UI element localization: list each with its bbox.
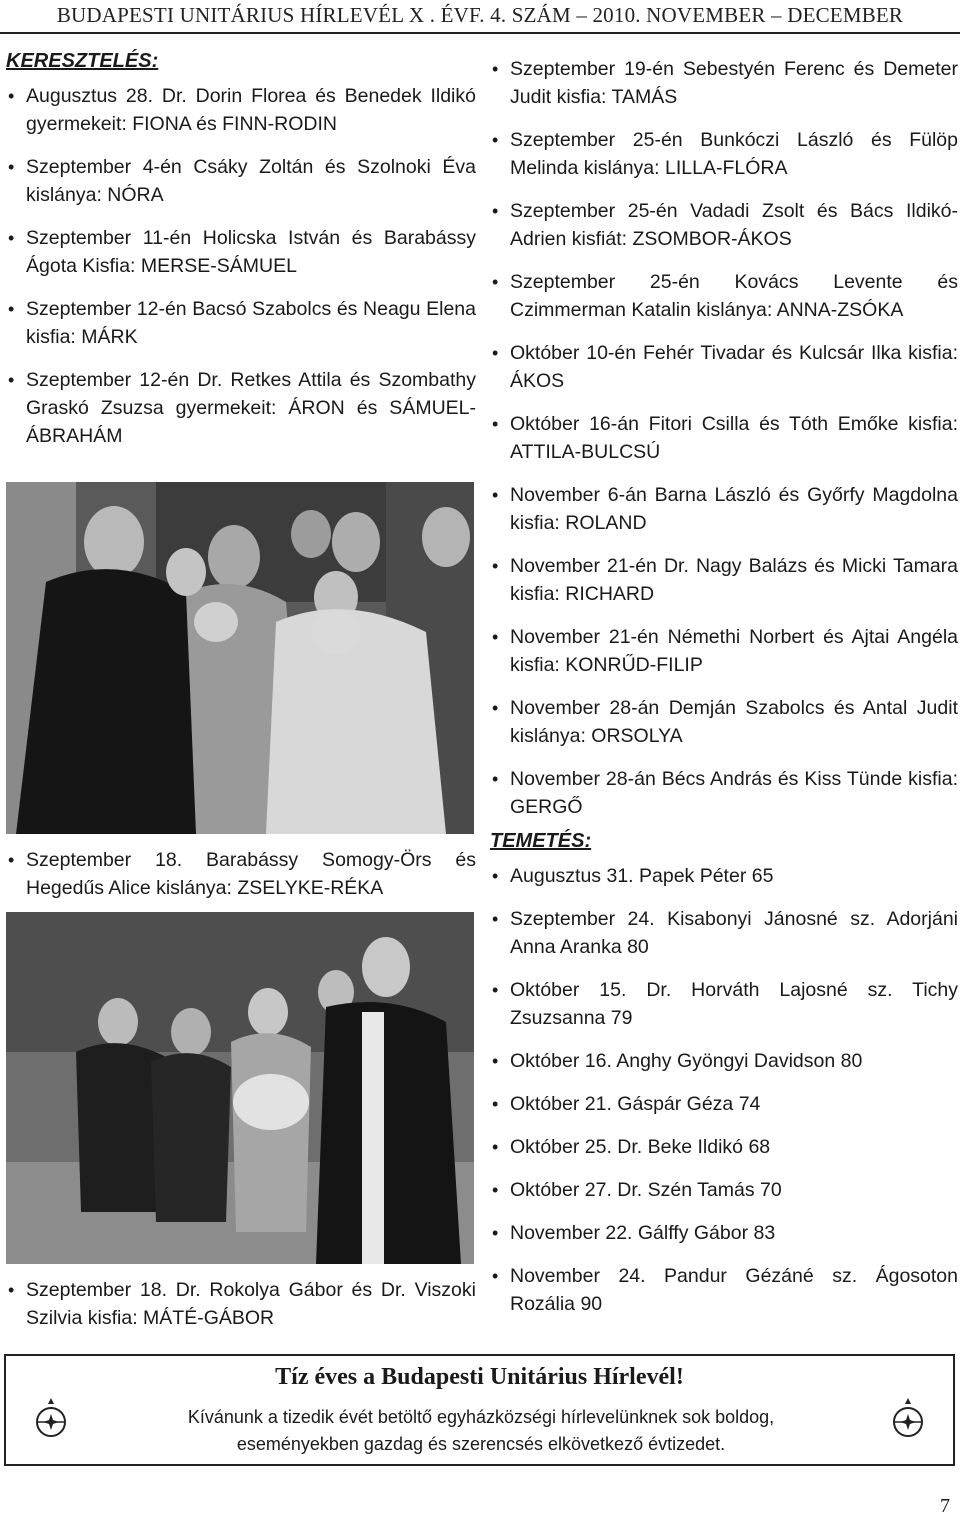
right-column bbox=[490, 55, 958, 1333]
list-item: • November 28-án Demján Szabolcs és Antal Judit kislánya: ORSOLYA bbox=[490, 694, 958, 750]
after-photo-2 bbox=[6, 1276, 476, 1347]
list-item: • Október 10-én Fehér Tivadar és Kulcsár Ilka kisfia: ÁKOS bbox=[490, 339, 958, 395]
photo-1-image bbox=[6, 482, 474, 834]
banner-line-1: Kívánunk a tizedik évét betöltő egyházközségi hírlevelünknek sok boldog, bbox=[187, 1407, 775, 1427]
photo-2-image bbox=[6, 912, 474, 1264]
list-item: • November 21-én Némethi Norbert és Ajtai Angéla kisfia: KONRŰD-FILIP bbox=[490, 623, 958, 679]
ornament-icon bbox=[34, 1396, 68, 1440]
baptism-photo-2 bbox=[6, 912, 474, 1264]
banner-title: Tíz éves a Budapesti Unitárius Hírlevél! bbox=[275, 1364, 684, 1390]
page-number: 7 bbox=[940, 1495, 950, 1517]
list-item: • Augusztus 31. Papek Péter 65 bbox=[490, 862, 958, 890]
baptism-list-left bbox=[6, 82, 476, 450]
list-item: • Október 16-án Fitori Csilla és Tóth Emőke kisfia: ATTILA-BULCSÚ bbox=[490, 410, 958, 466]
header-rule bbox=[0, 32, 960, 34]
list-item: • November 22. Gálffy Gábor 83 bbox=[490, 1219, 958, 1247]
funeral-list bbox=[490, 862, 958, 1318]
list-item: • November 6-án Barna László és Győrfy Magdolna kisfia: ROLAND bbox=[490, 481, 958, 537]
list-item: • Október 21. Gáspár Géza 74 bbox=[490, 1090, 958, 1118]
list-item: • Szeptember 25-én Bunkóczi László és Fülöp Melinda kislánya: LILLA-FLÓRA bbox=[490, 126, 958, 182]
baptism-list-right bbox=[490, 55, 958, 821]
list-item: • Október 27. Dr. Szén Tamás 70 bbox=[490, 1176, 958, 1204]
anniversary-banner bbox=[4, 1354, 955, 1466]
baptism-list-mid bbox=[6, 846, 476, 902]
list-item: • Október 16. Anghy Gyöngyi Davidson 80 bbox=[490, 1047, 958, 1075]
list-item: • Szeptember 18. Barabássy Somogy-Örs és Hegedűs Alice kislánya: ZSELYKE-RÉKA bbox=[6, 846, 476, 902]
banner-line-2: eseményekben gazdag és szerencsés elkövetkező évtizedet. bbox=[236, 1434, 726, 1454]
list-item: • Szeptember 25-én Kovács Levente és Czimmerman Katalin kislánya: ANNA-ZSÓKA bbox=[490, 268, 958, 324]
list-item: • November 28-án Bécs András és Kiss Tünde kisfia: GERGŐ bbox=[490, 765, 958, 821]
list-item: • Szeptember 12-én Dr. Retkes Attila és Szombathy Graskó Zsuzsa gyermekeit: ÁRON és SÁMUEL-ÁBRAHÁM bbox=[6, 366, 476, 450]
list-item: • Szeptember 19-én Sebestyén Ferenc és Demeter Judit kisfia: TAMÁS bbox=[490, 55, 958, 111]
list-item: • Szeptember 25-én Vadadi Zsolt és Bács Ildikó-Adrien kisfiát: ZSOMBOR-ÁKOS bbox=[490, 197, 958, 253]
funeral-section-title: TEMETÉS: bbox=[490, 830, 592, 852]
baptism-photo-1 bbox=[6, 482, 474, 834]
list-item: • Szeptember 11-én Holicska István és Barabássy Ágota Kisfia: MERSE-SÁMUEL bbox=[6, 224, 476, 280]
newsletter-header: BUDAPESTI UNITÁRIUS HÍRLEVÉL X . ÉVF. 4. SZÁM – 2010. NOVEMBER – DECEMBER bbox=[56, 3, 904, 27]
list-item: • Szeptember 18. Dr. Rokolya Gábor és Dr. Viszoki Szilvia kisfia: MÁTÉ-GÁBOR bbox=[6, 1276, 476, 1332]
list-item: • Szeptember 12-én Bacsó Szabolcs és Neagu Elena kisfia: MÁRK bbox=[6, 295, 476, 351]
banner-text bbox=[116, 1404, 846, 1458]
list-item: • Október 25. Dr. Beke Ildikó 68 bbox=[490, 1133, 958, 1161]
list-item: • Október 15. Dr. Horváth Lajosné sz. Tichy Zsuzsanna 79 bbox=[490, 976, 958, 1032]
baptism-section-title: KERESZTELÉS: bbox=[6, 50, 159, 72]
list-item: • Szeptember 24. Kisabonyi Jánosné sz. Adorjáni Anna Aranka 80 bbox=[490, 905, 958, 961]
list-item: • Szeptember 4-én Csáky Zoltán és Szolnoki Éva kislánya: NÓRA bbox=[6, 153, 476, 209]
list-item: • Augusztus 28. Dr. Dorin Florea és Benedek Ildikó gyermekeit: FIONA és FINN-RODIN bbox=[6, 82, 476, 138]
list-item: • November 24. Pandur Gézáné sz. Ágosoton Rozália 90 bbox=[490, 1262, 958, 1318]
after-photo-1 bbox=[6, 846, 476, 917]
baptism-list-bottom bbox=[6, 1276, 476, 1332]
list-item: • November 21-én Dr. Nagy Balázs és Micki Tamara kisfia: RICHARD bbox=[490, 552, 958, 608]
left-column bbox=[6, 48, 476, 465]
ornament-icon bbox=[891, 1396, 925, 1440]
